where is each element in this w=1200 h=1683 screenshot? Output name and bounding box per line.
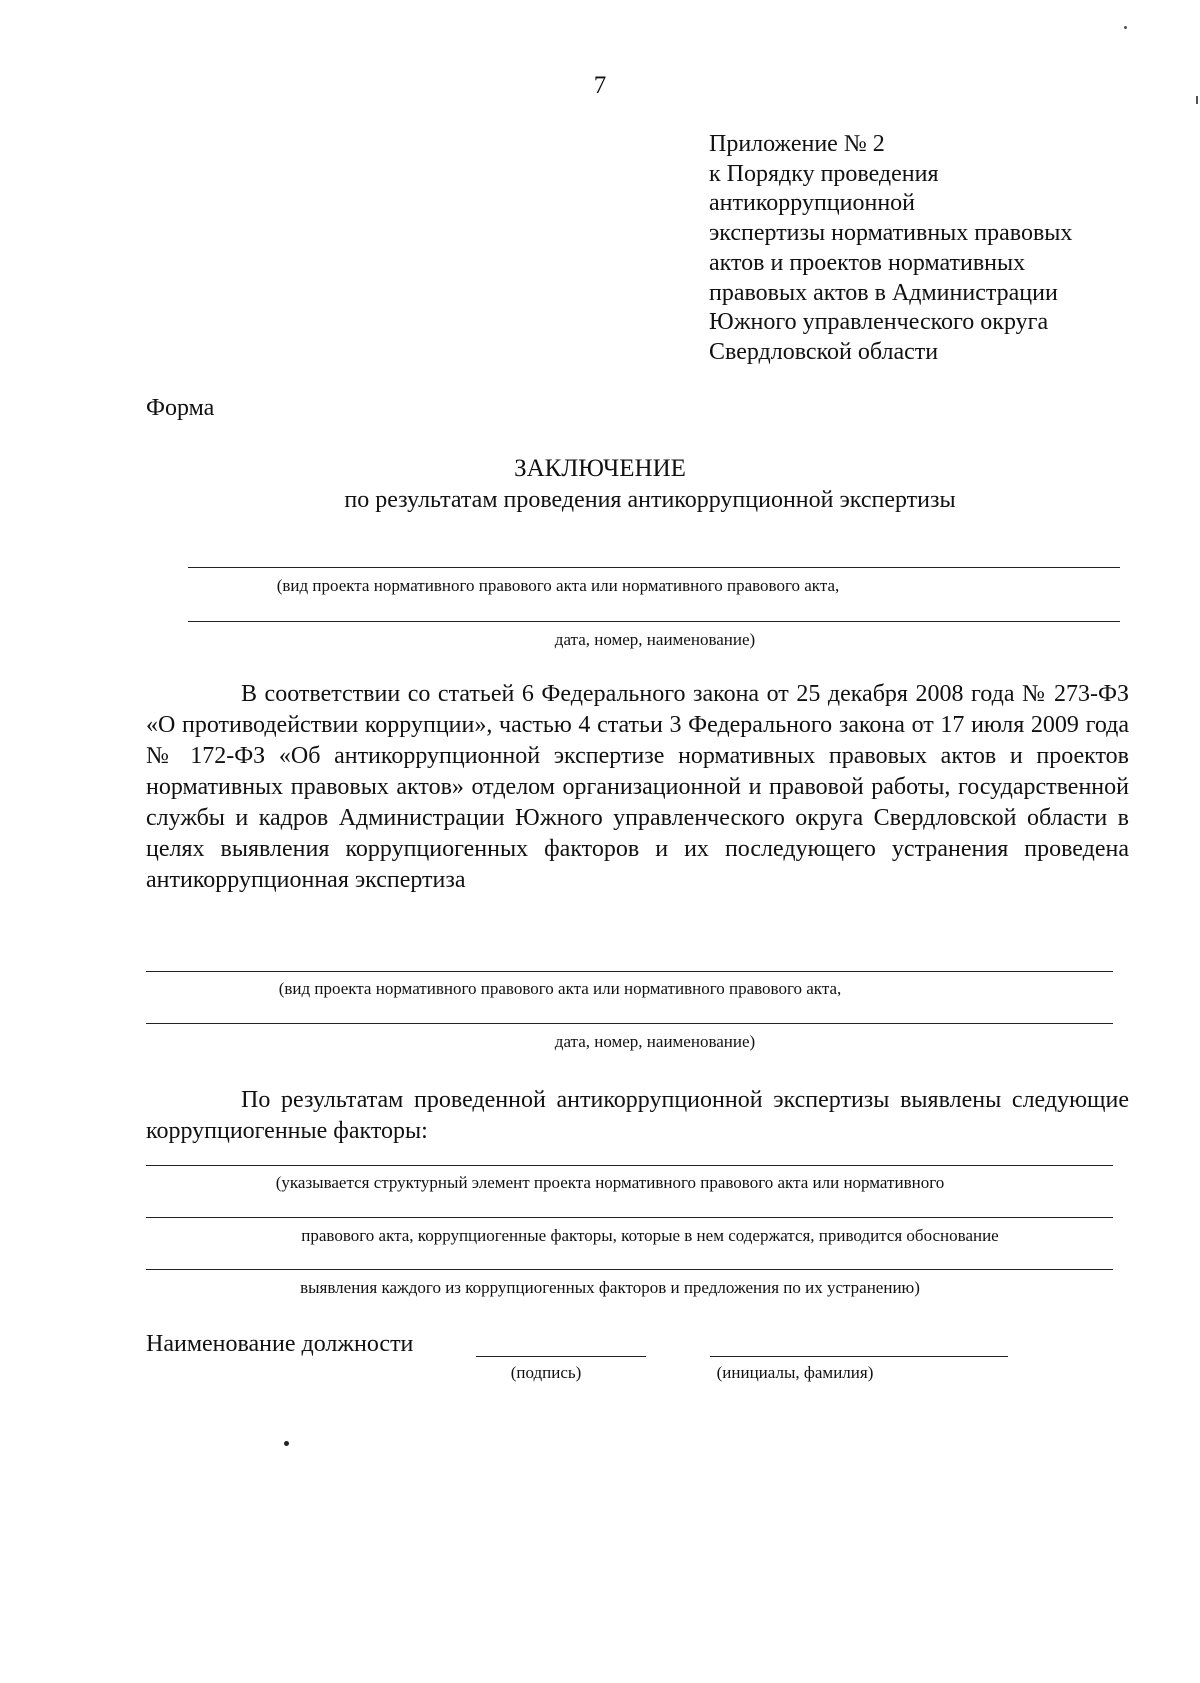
scan-dot-mark [284, 1441, 289, 1446]
fill-in-caption: (вид проекта нормативного правового акта или нормативного правового акта, [278, 979, 842, 998]
page-number: 7 [593, 72, 607, 99]
fill-in-line[interactable] [146, 1165, 1113, 1166]
form-label: Форма [146, 395, 215, 421]
fill-in-line[interactable] [146, 1217, 1113, 1218]
scan-speck [1124, 26, 1127, 29]
signature-line[interactable] [476, 1356, 646, 1357]
annex-line: Южного управленческого округа [709, 309, 1049, 336]
body-paragraph: По результатам проведенной антикоррупционной экспертизы выявлены следующие коррупциогенные факторы: [146, 1087, 1129, 1144]
scan-speck [1196, 96, 1198, 104]
name-caption: (инициалы, фамилия) [716, 1363, 874, 1382]
position-label: Наименование должности [146, 1331, 414, 1357]
fill-in-line[interactable] [188, 567, 1120, 568]
annex-line: правовых актов в Администрации [709, 279, 1058, 306]
fill-in-line[interactable] [146, 1023, 1113, 1024]
annex-line: Приложение № 2 [709, 131, 885, 157]
body-paragraph: В соответствии со статьей 6 Федерального закона от 25 декабря 2008 года № 273-ФЗ «О противодействии коррупции», частью 4 статьи 3 Федерального закона от 17 июля 2009 года № 172-ФЗ «Об антикоррупционной экспертизе нормативных правовых актов и проектов нормативных правовых актов» отделом организационной и правовой работы, государственной службы и кадров Администрации Южного управленческого округа Свердловской области в целях выявления коррупциогенных факторов и их последующего устранения проведена антикоррупционная экспертиза [146, 681, 1129, 893]
name-line[interactable] [710, 1356, 1008, 1357]
fill-in-caption: (вид проекта нормативного правового акта или нормативного правового акта, [276, 576, 840, 595]
fill-in-line[interactable] [146, 971, 1113, 972]
signature-caption: (подпись) [510, 1363, 582, 1382]
fill-in-line[interactable] [146, 1269, 1113, 1270]
annex-line: актов и проектов нормативных [709, 249, 1026, 276]
annex-line: к Порядку проведения [709, 160, 939, 187]
annex-header [709, 130, 1149, 368]
fill-in-line[interactable] [188, 621, 1120, 622]
fill-in-caption: выявления каждого из коррупциогенных факторов и предложения по их устранению) [300, 1278, 920, 1297]
annex-line: экспертизы нормативных правовых [709, 220, 1073, 247]
annex-line: антикоррупционной [709, 190, 916, 217]
document-subtitle: по результатам проведения антикоррупционной экспертизы [344, 487, 956, 513]
annex-line: Свердловской области [709, 338, 939, 365]
fill-in-caption: дата, номер, наименование) [554, 630, 756, 649]
fill-in-caption: (указывается структурный элемент проекта нормативного правового акта или нормативного [275, 1173, 945, 1192]
fill-in-caption: правового акта, коррупциогенные факторы, которые в нем содержатся, приводится обоснование [301, 1226, 999, 1245]
fill-in-caption: дата, номер, наименование) [554, 1032, 756, 1051]
document-title: ЗАКЛЮЧЕНИЕ [514, 455, 686, 482]
